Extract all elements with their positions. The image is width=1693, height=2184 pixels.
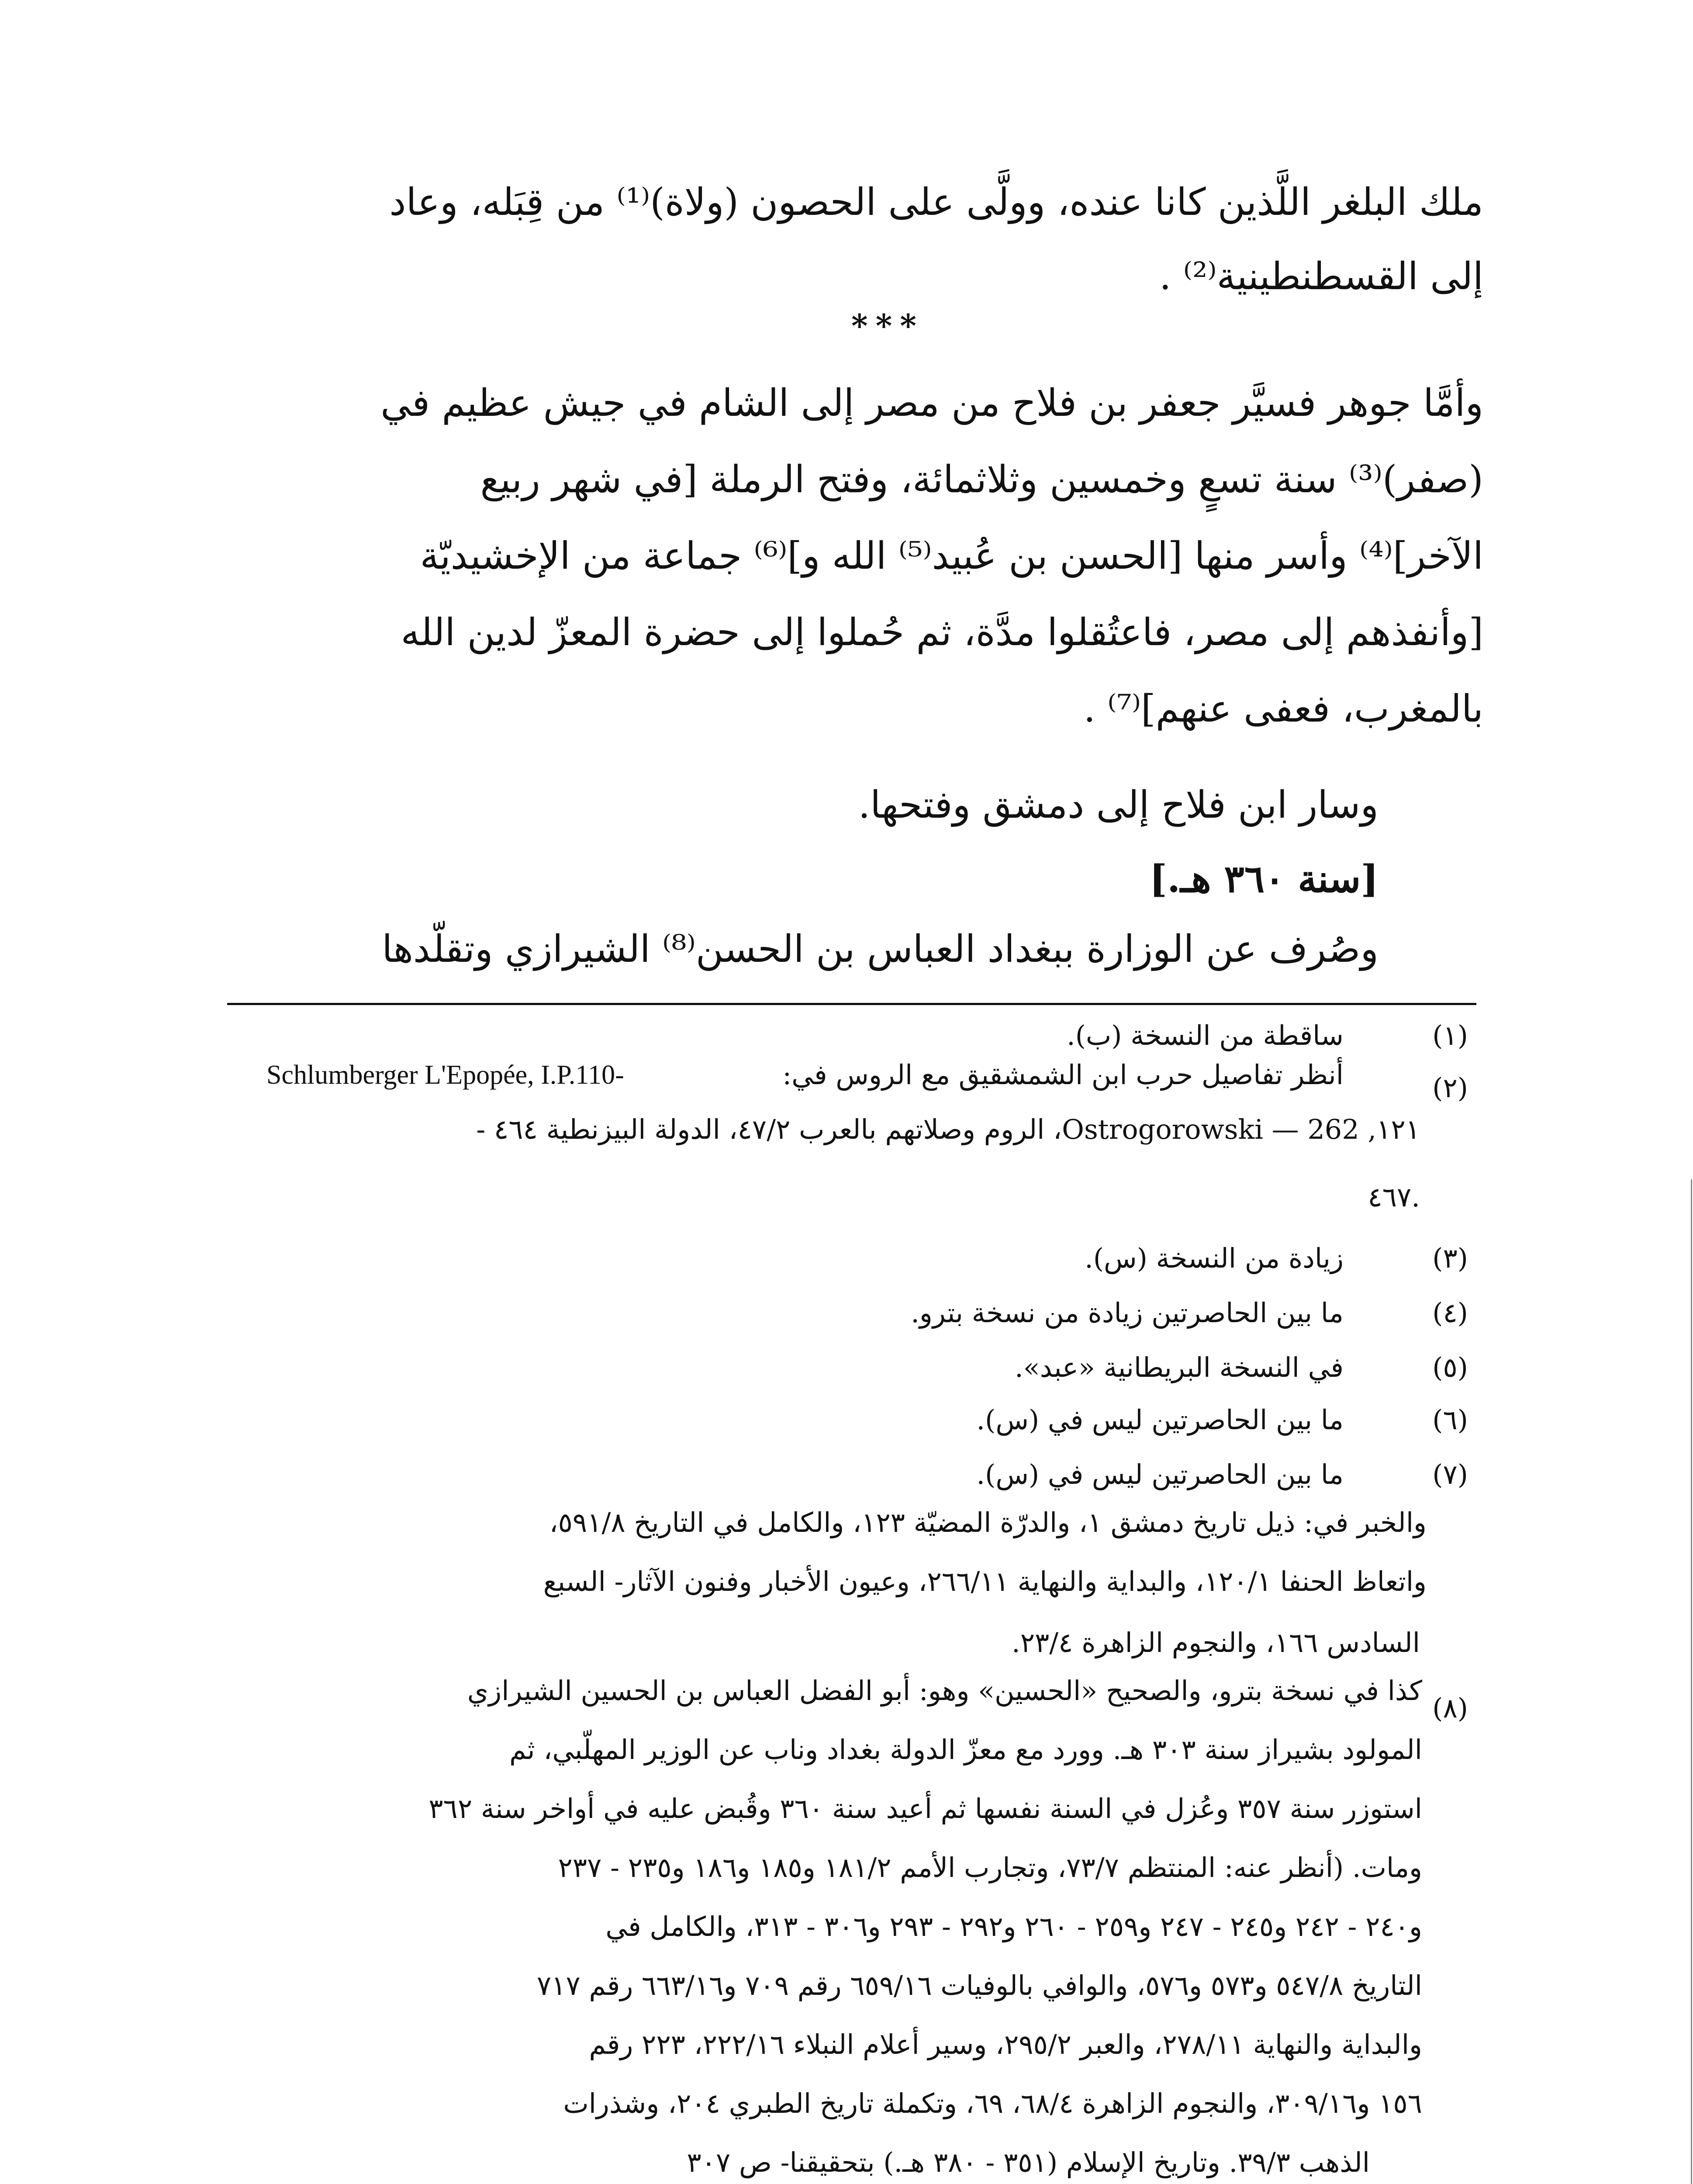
section-separator: *** (851, 307, 924, 344)
footnote-number: (٣) (1432, 1242, 1468, 1274)
body-line-9: وصُرف عن الوزارة ببغداد العباس بن الحسن⁽⁸⁾ الشيرازي وتقلّدها (382, 927, 1379, 971)
footnote-line: السادس ١٦٦، والنجوم الزاهرة ٢٣/٤. (1011, 1627, 1420, 1659)
footnote-line: الذهب ٣٩/٣. وتاريخ الإسلام (٣٥١ - ٣٨٠ هـ.) بتحقيقنا- ص ٣٠٧ (687, 2146, 1370, 2178)
footnote-line: زيادة من النسخة (س). (1085, 1242, 1344, 1274)
body-line-8: وسار ابن فلاح إلى دمشق وفتحها. (858, 783, 1379, 827)
footnote-line: ومات. (أنظر عنه: المنتظم ٧٣/٧، وتجارب الأمم ١٨١/٢ و١٨٥ و١٨٦ و٢٣٥ - ٢٣٧ (558, 1852, 1422, 1883)
body-line-7: بالمغرب، فعفى عنهم]⁽⁷⁾ . (1083, 687, 1483, 731)
footnote-line: و٢٤٠ - ٢٤٢ و٢٤٥ - ٢٤٧ و٢٥٩ - ٢٦٠ و٢٩٢ - ٢٩٣ و٣٠٦ - ٣١٣، والكامل في (605, 1911, 1422, 1942)
year-heading: [سنة ٣٦٠ هـ.] (1149, 857, 1379, 901)
body-line-3: وأمَّا جوهر فسيَّر جعفر بن فلاح من مصر إلى الشام في جيش عظيم في (380, 381, 1483, 425)
footnote-number: (٦) (1432, 1404, 1468, 1436)
footnote-number: (٧) (1432, 1458, 1468, 1490)
footnote-line: واتعاظ الحنفا ١٢٠/١، والبداية والنهاية ٢٦٦/١١، وعيون الأخبار وفنون الآثار- السبع (543, 1565, 1427, 1597)
footnote-number: (٥) (1432, 1351, 1468, 1383)
scan-edge-line (1691, 1179, 1692, 2184)
body-line-6: [وأنفذهم إلى مصر، فاعتُقلوا مدَّة، ثم حُملوا إلى حضرة المعزّ لدين الله (401, 611, 1483, 654)
footnote-number: (٤) (1432, 1297, 1468, 1329)
footnote-line: ما بين الحاصرتين ليس في (س). (976, 1404, 1344, 1436)
footnote-number: (٢) (1432, 1072, 1468, 1104)
body-line-1: ملك البلغر اللَّذين كانا عنده، وولَّى على الحصون (ولاة)⁽¹⁾ من قِبَله، وعاد (389, 180, 1483, 224)
footnote-line: والخبر في: ذيل تاريخ دمشق ١، والدرّة المضيّة ١٢٣، والكامل في التاريخ ٥٩١/٨، (549, 1507, 1427, 1538)
footnote-rule (227, 1003, 1476, 1005)
footnote-line: في النسخة البريطانية «عبد». (1015, 1351, 1344, 1383)
body-line-2: إلى القسطنطينية⁽²⁾ . (1159, 255, 1483, 298)
footnote-line: التاريخ ٥٤٧/٨ و٥٧٣ و٥٧٦، والوافي بالوفيات ٦٥٩/١٦ رقم ٧٠٩ و٦٦٣/١٦ رقم ٧١٧ (536, 1970, 1422, 2001)
footnote-line: كذا في نسخة بترو، والصحيح «الحسين» وهو: أبو الفضل العباس بن الحسين الشيرازي (467, 1675, 1422, 1707)
body-line-4: (صفر)⁽³⁾ سنة تسعٍ وخمسين وثلاثمائة، وفتح الرملة [في شهر ربيع (480, 458, 1483, 501)
footnote-line: ساقطة من النسخة (ب). (1067, 1019, 1344, 1051)
body-line-5: الآخر]⁽⁴⁾ وأسر منها [الحسن بن عُبيد⁽⁵⁾ الله و]⁽⁶⁾ جماعة من الإخشيديّة (420, 534, 1483, 578)
footnote-line: استوزر سنة ٣٥٧ وعُزل في السنة نفسها ثم أعيد سنة ٣٦٠ وقُبض عليه في أواخر سنة ٣٦٢ (428, 1793, 1422, 1825)
footnote-number: (١) (1432, 1019, 1468, 1051)
footnote-number: (٨) (1432, 1692, 1468, 1724)
footnote-line: ما بين الحاصرتين زيادة من نسخة بترو. (911, 1297, 1344, 1329)
footnote-line: .٤٦٧ (1368, 1181, 1420, 1213)
footnote-line: أنظر تفاصيل حرب ابن الشمشقيق مع الروس في: (782, 1059, 1344, 1091)
footnote-line: والبداية والنهاية ٢٧٨/١١، والعبر ٢٩٥/٢، وسير أعلام النبلاء ٢٢٢/١٦، ٢٢٣ رقم (589, 2028, 1422, 2060)
footnote-line: المولود بشيراز سنة ٣٠٣ هـ. وورد مع معزّ الدولة بغداد وناب عن الوزير المهلّبي، ثم (509, 1734, 1422, 1766)
footnote-latin-reference: Schlumberger L'Epopée, I.P.110- (266, 1060, 624, 1090)
footnote-line: ١٢١, Ostrogorowski — 262، الروم وصلاتهم بالعرب ٤٧/٢، الدولة البيزنطية ٤٦٤ - (476, 1113, 1420, 1145)
footnote-line: ما بين الحاصرتين ليس في (س). (976, 1458, 1344, 1490)
footnote-line: ١٥٦ و٣٠٩/١٦، والنجوم الزاهرة ٦٨/٤، ٦٩، وتكملة تاريخ الطبري ٢٠٤، وشذرات (563, 2087, 1422, 2119)
